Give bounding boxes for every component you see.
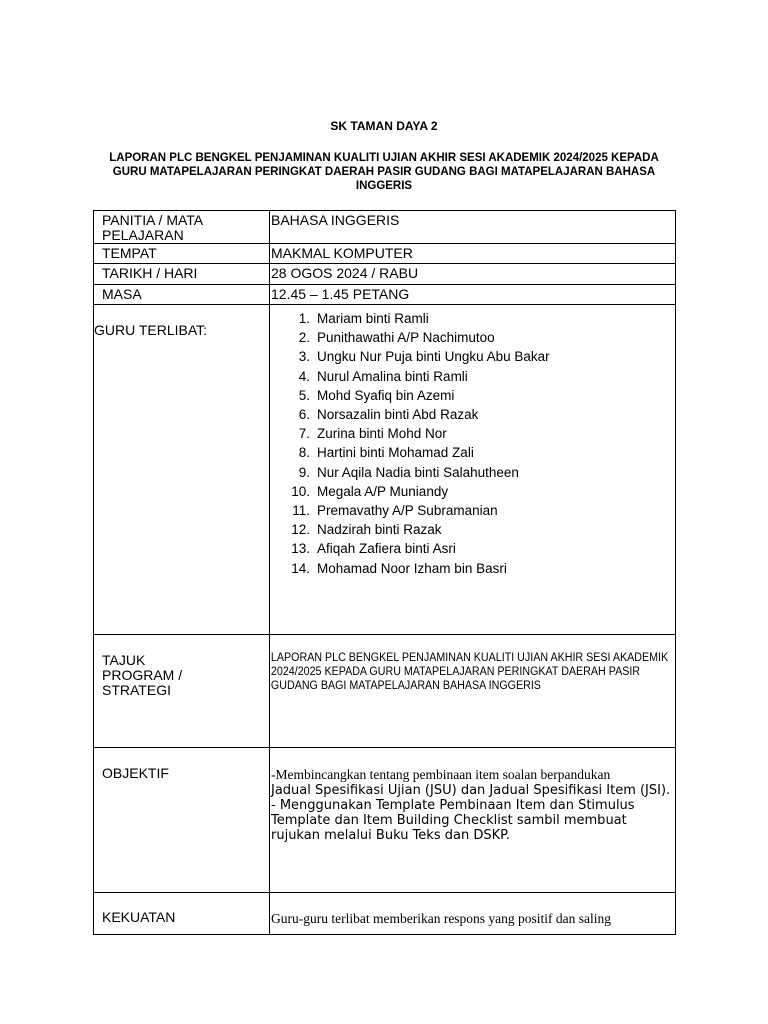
teacher-number: 10. — [291, 483, 310, 499]
report-table — [93, 210, 676, 935]
teacher-number: 2. — [298, 330, 310, 346]
teacher-number: 14. — [291, 560, 310, 576]
label-tarikh: TARIKH / HARI — [102, 265, 198, 281]
teacher-item — [270, 501, 675, 520]
teacher-number: 11. — [292, 503, 310, 519]
label-tempat: TEMPAT — [102, 245, 157, 261]
report-title: LAPORAN PLC BENGKEL PENJAMINAN KUALITI UJIAN AKHIR SESI AKADEMIK 2024/2025 KEPADA GURU MATAPELAJARAN PERINGKAT DAERAH PASIR GUDANG BAGI MATAPELAJARAN BAHASA INGGERIS — [109, 152, 659, 192]
teacher-number: 12. — [291, 522, 310, 538]
teacher-name: Premavathy A/P Subramanian — [317, 503, 498, 519]
label-tajuk: TAJUK PROGRAM / STRATEGI — [102, 652, 183, 698]
row-masa — [94, 285, 676, 305]
teacher-number: 13. — [291, 541, 310, 557]
teacher-name: Afiqah Zafiera binti Asri — [317, 541, 456, 557]
teacher-name: Zurina binti Mohd Nor — [317, 426, 447, 442]
teacher-item — [270, 367, 675, 386]
objektif-line-3: - Menggunakan Template Pembinaan Item dan Stimulus Template dan Item Building Checklist sambil membuat rujukan melalui Buku Teks dan DSKP. — [271, 797, 635, 843]
label-kekuatan: KEKUATAN — [102, 909, 176, 925]
teacher-name: Mariam binti Ramli — [317, 311, 429, 326]
teacher-item — [270, 482, 675, 501]
row-tempat — [94, 244, 676, 264]
teacher-item — [270, 463, 675, 482]
value-tajuk: LAPORAN PLC BENGKEL PENJAMINAN KUALITI UJIAN AKHIR SESI AKADEMIK 2024/2025 KEPADA GURU MATAPELAJARAN PERINGKAT DAERAH PASIR GUDANG BAGI MATAPELAJARAN BAHASA INGGERIS — [270, 652, 669, 692]
teacher-name: Mohamad Noor Izham bin Basri — [317, 560, 507, 576]
teacher-name: Hartini binti Mohamad Zali — [317, 445, 474, 461]
teacher-item — [270, 405, 675, 424]
teacher-name: Norsazalin binti Abd Razak — [317, 407, 479, 423]
teacher-number: 7. — [298, 426, 310, 442]
teacher-item — [270, 559, 675, 578]
row-tajuk — [94, 635, 676, 748]
value-tarikh: 28 OGOS 2024 / RABU — [271, 265, 419, 281]
label-panitia: PANITIA / MATA PELAJARAN — [102, 212, 203, 243]
value-kekuatan: Guru-guru terlibat memberikan respons yang positif dan saling — [271, 911, 612, 926]
teacher-name: Punithawathi A/P Nachimutoo — [317, 330, 495, 346]
teacher-name: Nadzirah binti Razak — [317, 522, 442, 538]
objektif-line-2: Jadual Spesifikasi Ujian (JSU) dan Jadual Spesifikasi Item (JSI). — [271, 782, 671, 798]
teacher-item — [270, 309, 675, 328]
teacher-name: Nurul Amalina binti Ramli — [317, 368, 468, 384]
teacher-name: Megala A/P Muniandy — [317, 483, 449, 499]
teacher-number: 5. — [298, 387, 310, 403]
teacher-item — [270, 539, 675, 558]
teacher-number: 6. — [298, 407, 310, 423]
teacher-item — [270, 347, 675, 366]
label-masa: MASA — [102, 286, 142, 302]
teacher-number: 4. — [298, 368, 310, 384]
school-name: SK TAMAN DAYA 2 — [330, 119, 438, 133]
teacher-item — [270, 443, 675, 462]
teacher-number: 9. — [298, 464, 310, 480]
teacher-item — [270, 424, 675, 443]
teacher-name: Ungku Nur Puja binti Ungku Abu Bakar — [317, 349, 550, 365]
value-panitia: BAHASA INGGERIS — [271, 212, 400, 228]
teacher-item — [270, 520, 675, 539]
row-guru — [94, 305, 676, 635]
teacher-number: 3. — [298, 349, 310, 365]
teacher-list — [270, 305, 675, 578]
row-kekuatan — [94, 893, 676, 935]
label-guru: GURU TERLIBAT: — [94, 322, 208, 338]
teacher-number: 8. — [298, 445, 310, 461]
teacher-name: Nur Aqila Nadia binti Salahutheen — [317, 464, 519, 480]
teacher-name: Mohd Syafiq bin Azemi — [317, 387, 455, 403]
row-panitia — [94, 211, 676, 244]
objektif-line-1: -Membincangkan tentang pembinaan item soalan berpandukan — [271, 767, 611, 782]
row-tarikh — [94, 264, 676, 285]
teacher-item — [270, 328, 675, 347]
value-tempat: MAKMAL KOMPUTER — [271, 245, 413, 261]
value-masa: 12.45 – 1.45 PETANG — [271, 286, 410, 302]
teacher-number: 1. — [298, 311, 310, 326]
row-objektif — [94, 748, 676, 893]
teacher-item — [270, 386, 675, 405]
label-objektif: OBJEKTIF — [102, 765, 169, 781]
